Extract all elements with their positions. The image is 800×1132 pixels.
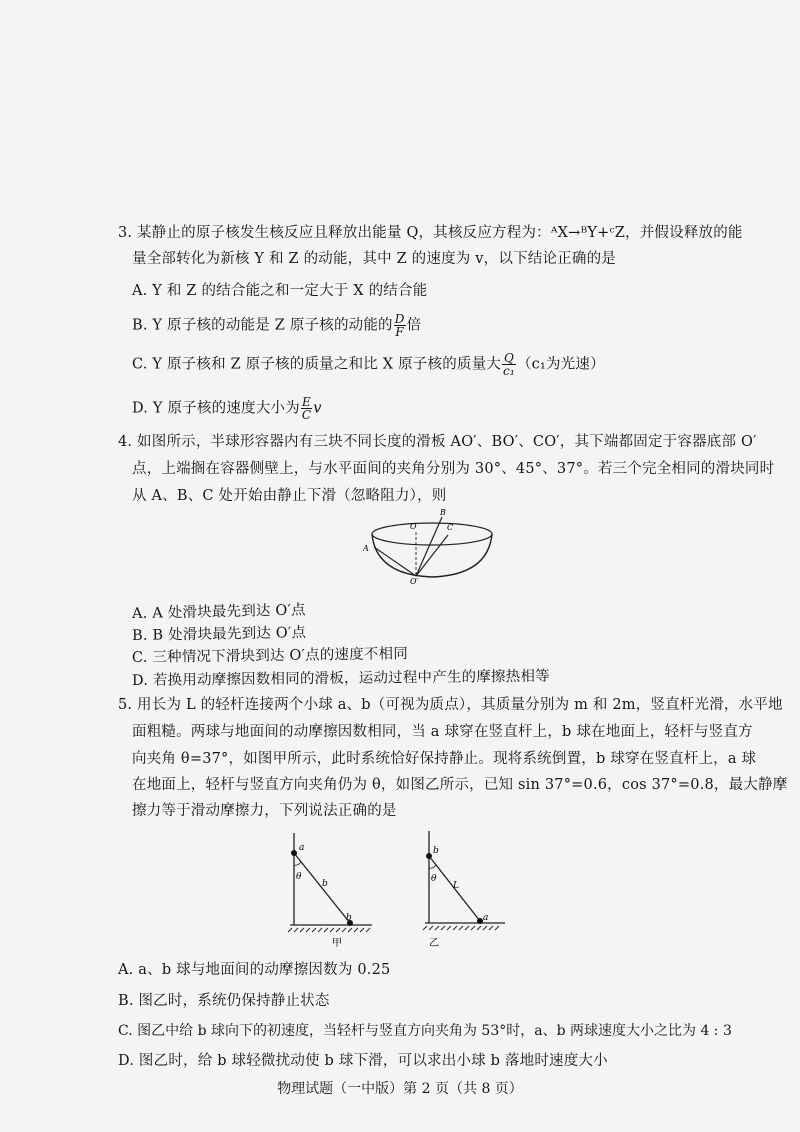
q3-option-d-text: D. Y 原子核的速度大小为 <box>132 400 300 417</box>
q3-stem-line2: 量全部转化为新核 Y 和 Z 的动能，其中 Z 的速度为 v，以下结论正确的是 <box>132 251 616 267</box>
q3-option-d-numerator: E <box>302 395 311 409</box>
q5-option-b: B. 图乙时，系统仍保持静止状态 <box>118 993 330 1009</box>
hemisphere-figure <box>360 505 500 585</box>
figure-yi <box>415 828 515 948</box>
q3-option-a: A. Y 和 Z 的结合能之和一定大于 X 的结合能 <box>132 283 428 299</box>
fig1-rod-label: b <box>322 879 328 889</box>
q4-option-a: A. A 处滑块最先到达 O′点 <box>131 602 306 622</box>
slide-bo <box>416 517 442 576</box>
q5-option-a: A. a、b 球与地面间的动摩擦因数为 0.25 <box>118 962 391 978</box>
q3-option-b-fraction <box>394 313 406 338</box>
q3-option-c-denominator: c₁ <box>503 364 515 378</box>
q5-option-d: D. 图乙时，给 b 球轻微扰动使 b 球下滑，可以求出小球 b 落地时速度大小 <box>118 1053 608 1069</box>
q3-option-d-denominator: C <box>301 408 312 422</box>
ball-top <box>291 850 297 856</box>
label-b: B <box>440 508 446 517</box>
label-o-prime: O′ <box>410 577 419 585</box>
fig2-caption: 乙 <box>429 938 439 948</box>
fig1-top-label: a <box>299 843 305 853</box>
q3-option-b-numerator: D <box>394 312 405 326</box>
angle-arc <box>294 862 301 865</box>
q4-stem-line1: 4. 如图所示，半球形容器内有三块不同长度的滑板 AO′、BO′、CO′，其下端都固定于容器底部 O′ <box>118 434 757 450</box>
fig1-bottom-label: b <box>346 913 352 923</box>
q3-option-d <box>132 396 322 421</box>
q3-option-b-text: B. Y 原子核的动能是 Z 原子核的动能的 <box>132 317 393 334</box>
page-footer: 物理试题（一中版）第 2 页（共 8 页） <box>277 1081 523 1097</box>
q3-option-c-fraction <box>502 352 516 377</box>
q3-option-c <box>132 352 605 377</box>
q5-stem-line2: 面粗糙。两球与地面间的动摩擦因数相同，当 a 球穿在竖直杆上，b 球在地面上，轻杆与竖直方 <box>132 724 753 740</box>
q3-option-d-fraction <box>301 396 312 421</box>
fig2-rod-label: L <box>453 881 459 891</box>
q3-option-d-suffix: v <box>313 400 322 417</box>
q5-stem-line4: 在地面上，轻杆与竖直方向夹角仍为 θ，如图乙所示，已知 sin 37°=0.6，cos 37°=0.8，最大静摩 <box>132 777 788 793</box>
label-c: C <box>447 523 454 532</box>
fig1-caption: 甲 <box>332 938 342 948</box>
slide-ao <box>374 547 416 576</box>
ground-hatching <box>423 926 499 930</box>
fig1-theta-label: θ <box>296 872 302 882</box>
q4-stem-line2: 点，上端搁在容器侧壁上，与水平面间的夹角分别为 30°、45°、37°。若三个完全相同的滑块同时 <box>132 461 775 477</box>
q4-option-b: B. B 处滑块最先到达 O′点 <box>131 624 307 644</box>
label-o: O <box>410 522 417 531</box>
q5-stem-line1: 5. 用长为 L 的轻杆连接两个小球 a、b（可视为质点），其质量分别为 m 和 2m，竖直杆光滑，水平地 <box>118 697 783 713</box>
q4-option-c: C. 三种情况下滑块到达 O′点的速度不相同 <box>131 646 409 666</box>
ball-top <box>426 853 432 859</box>
q3-option-c-suffix: （c₁为光速） <box>516 356 605 373</box>
q3-option-b <box>132 313 421 338</box>
q5-option-c: C. 图乙中给 b 球向下的初速度，当轻杆与竖直方向夹角为 53°时，a、b 两球速度大小之比为 4 : 3 <box>118 1023 732 1039</box>
q5-stem-line3: 向夹角 θ=37°，如图甲所示，此时系统恰好保持静止。现将系统倒置，b 球穿在竖直杆上，a 球 <box>132 751 757 767</box>
figure-jia <box>280 828 380 948</box>
hemisphere-rim <box>372 523 492 545</box>
q3-option-c-numerator: Q <box>503 351 514 365</box>
q4-stem-line3: 从 A、B、C 处开始由静止下滑（忽略阻力），则 <box>132 488 447 504</box>
fig2-theta-label: θ <box>431 874 437 884</box>
q3-option-b-denominator: F <box>395 325 404 339</box>
q3-option-c-text: C. Y 原子核和 Z 原子核的质量之和比 X 原子核的质量大 <box>132 356 502 373</box>
q3-stem-line1: 3. 某静止的原子核发生核反应且释放出能量 Q，其核反应方程为：ᴬX→ᴮY+ᶜZ，并假设释放的能 <box>118 225 743 241</box>
label-a: A <box>363 544 369 553</box>
fig2-bottom-label: a <box>483 913 489 923</box>
q3-option-b-suffix: 倍 <box>406 317 422 334</box>
fig2-top-label: b <box>433 846 439 856</box>
ground-hatching <box>288 928 370 932</box>
q4-option-d: D. 若换用动摩擦因数相同的滑板，运动过程中产生的摩擦热相等 <box>131 668 550 689</box>
angle-arc <box>429 865 436 868</box>
q5-stem-line5: 擦力等于滑动摩擦力，下列说法正确的是 <box>132 803 397 819</box>
